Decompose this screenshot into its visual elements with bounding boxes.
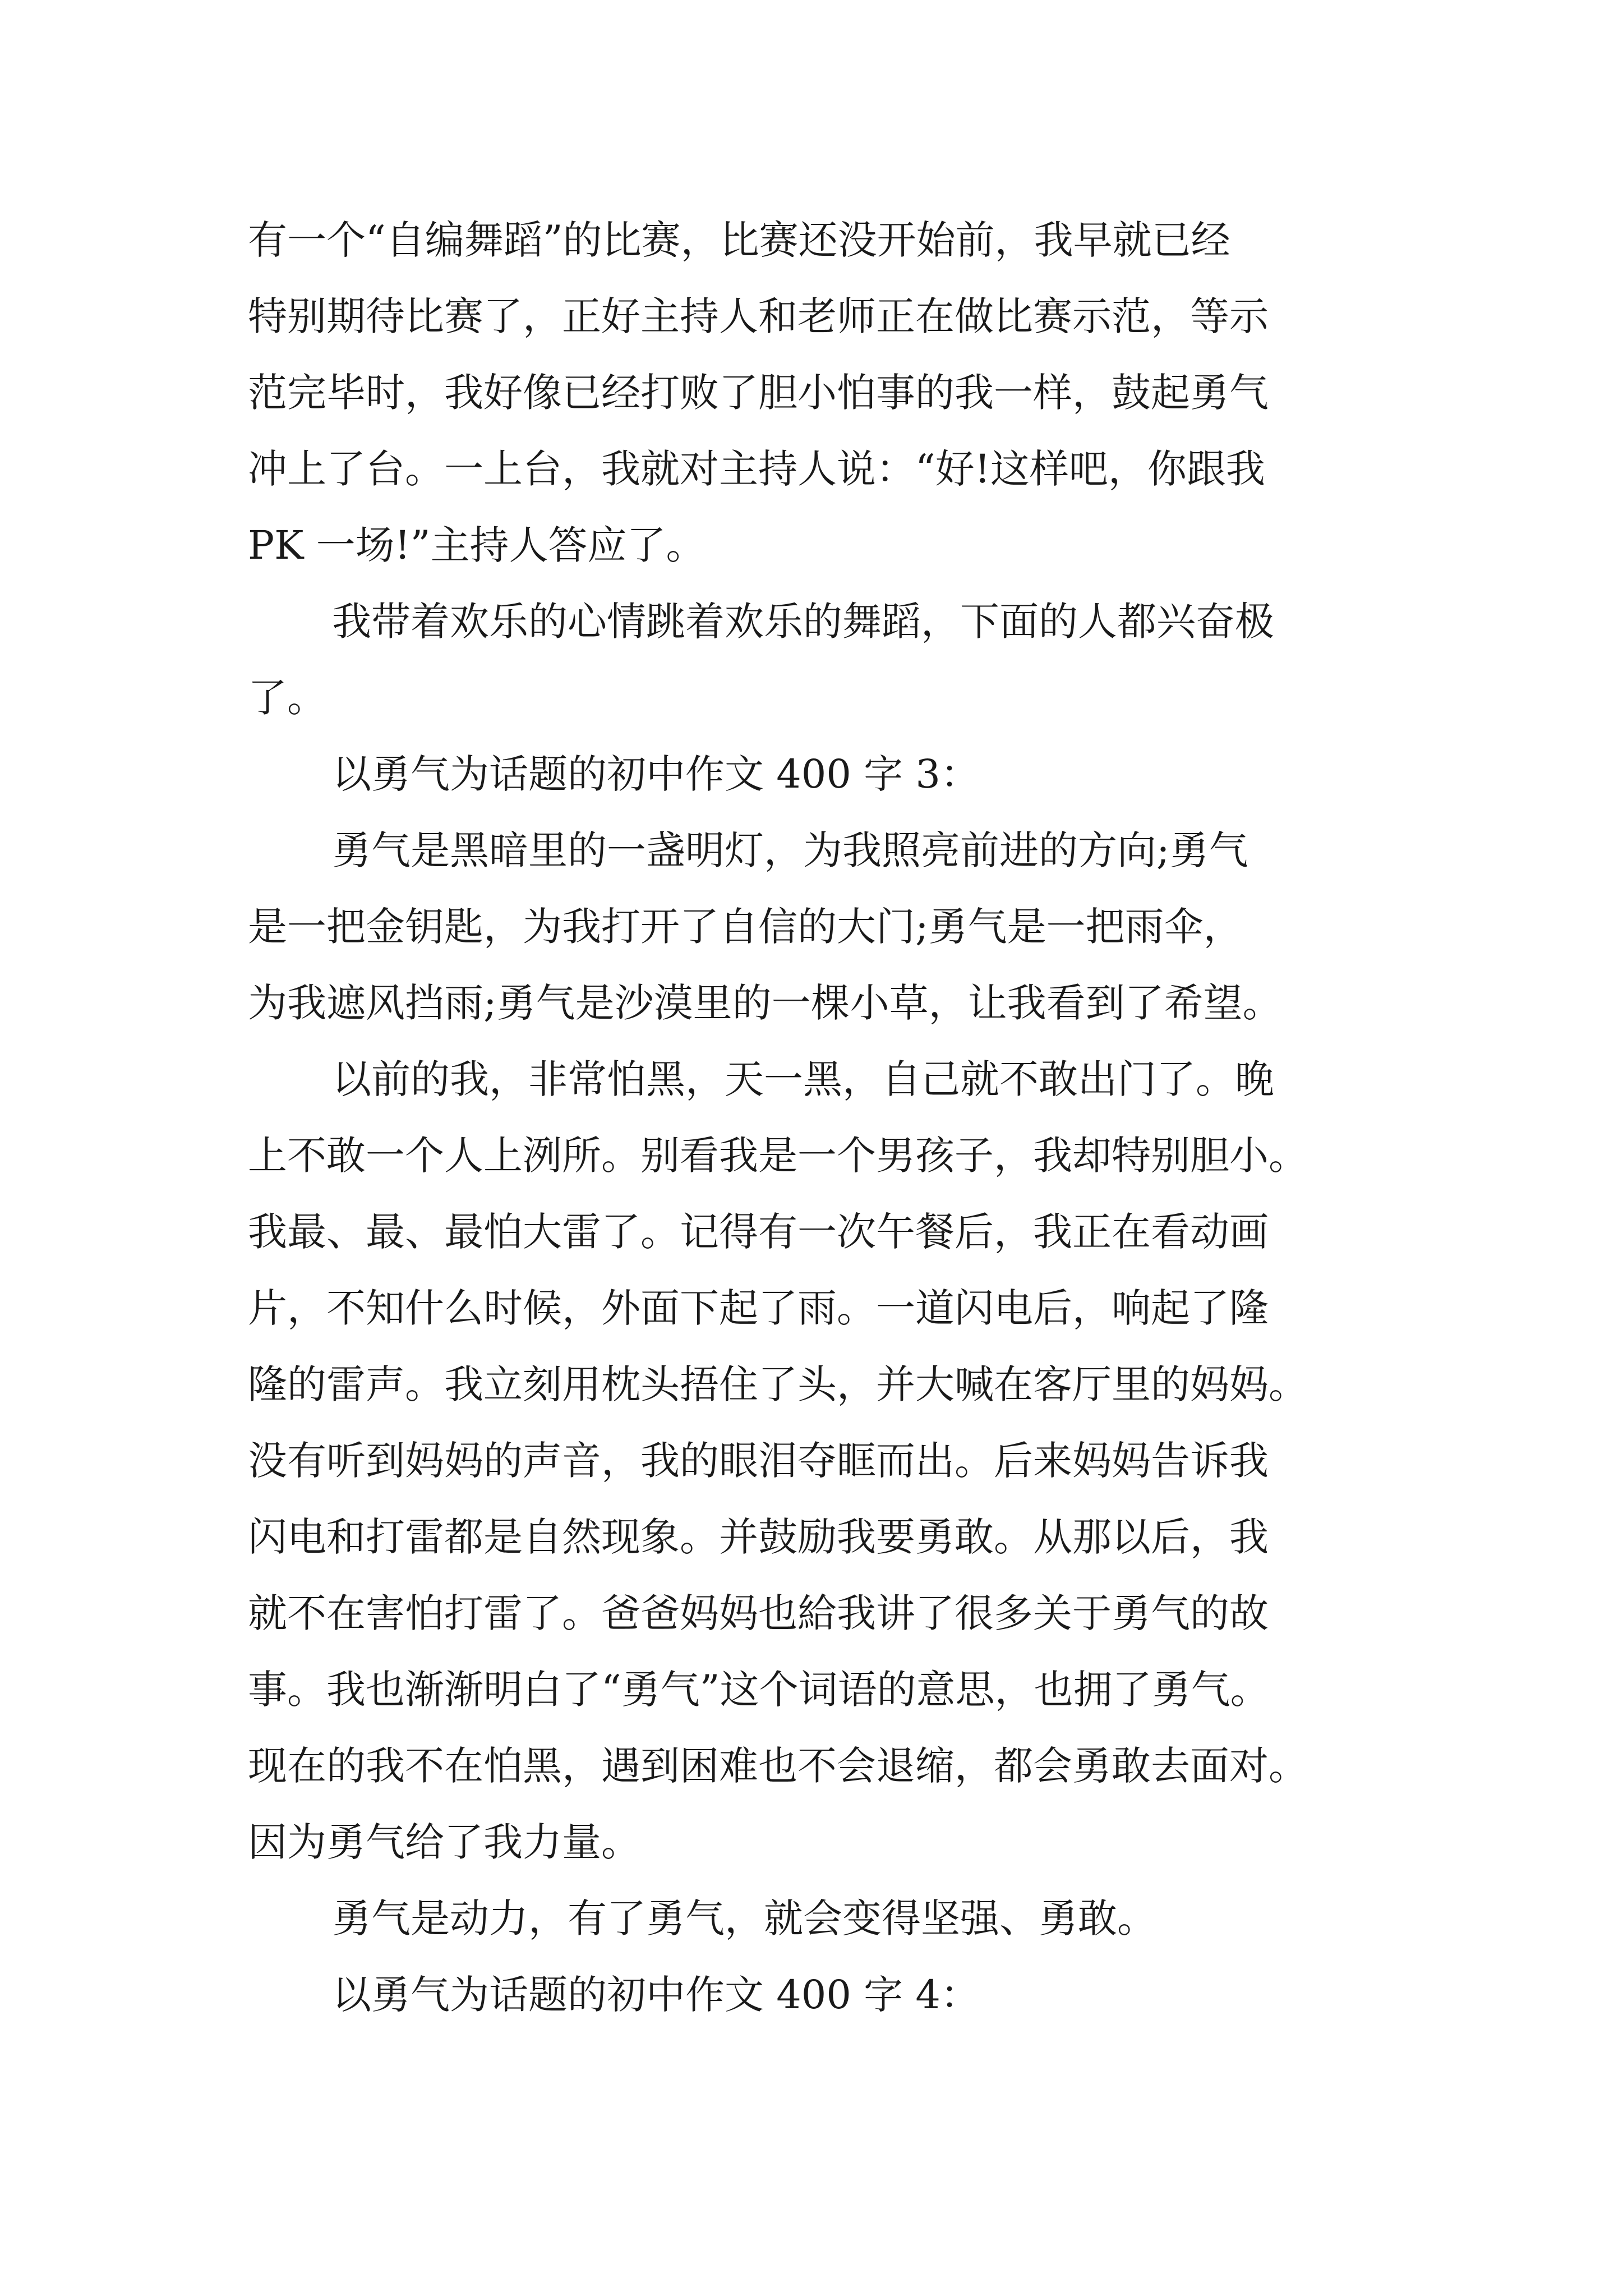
essay-heading-3 — [248, 736, 1386, 812]
text-line: 我最、最、最怕大雷了。记得有一次午餐后，我正在看动画 — [248, 1209, 1269, 1255]
paragraph-dance-contest — [248, 202, 1386, 583]
text-line: 勇气是黑暗里的一盏明灯，为我照亮前进的方向;勇气 — [332, 827, 1248, 873]
text-line: 特别期待比赛了，正好主持人和老师正在做比赛示范，等示 — [248, 293, 1269, 339]
text-line: 为我遮风挡雨;勇气是沙漠里的一棵小草，让我看到了希望。 — [248, 980, 1282, 1026]
text-line: 现在的我不在怕黑，遇到困难也不会退缩，都会勇敢去面对。 — [248, 1743, 1308, 1789]
paragraph-happy-dance — [248, 583, 1386, 736]
text-line: 事。我也渐渐明白了“勇气”这个词语的意思，也拥了勇气。 — [248, 1667, 1270, 1713]
text-line: 勇气是动力，有了勇气，就会变得坚强、勇敢。 — [332, 1895, 1156, 1941]
section-heading: 以勇气为话题的初中作文 400 字 4： — [332, 1972, 980, 2018]
text-line: 没有听到妈妈的声音，我的眼泪夺眶而出。后来妈妈告诉我 — [248, 1438, 1269, 1484]
text-line: 有一个“自编舞蹈”的比赛，比赛还没开始前，我早就已经 — [248, 217, 1230, 263]
text-line: 上不敢一个人上洌所。别看我是一个男孩子，我却特别胆小。 — [248, 1133, 1308, 1179]
text-line: 冲上了台。一上台，我就对主持人说：“好!这样吧，你跟我 — [248, 446, 1265, 492]
text-line: 我带着欢乐的心情跳着欢乐的舞蹈，下面的人都兴奋极 — [332, 599, 1274, 645]
text-line: 以前的我，非常怕黑，天一黑，自己就不敢出门了。晚 — [332, 1056, 1274, 1102]
essay-heading-4 — [248, 1957, 1386, 2033]
paragraph-afraid-of-dark — [248, 1041, 1386, 1880]
text-line: 因为勇气给了我力量。 — [248, 1819, 640, 1865]
section-heading: 以勇气为话题的初中作文 400 字 3： — [332, 751, 980, 797]
text-line: 是一把金钥匙，为我打开了自信的大门;勇气是一把雨伞， — [248, 904, 1243, 950]
paragraph-courage-metaphors — [248, 812, 1386, 1041]
document-body — [248, 202, 1386, 2033]
text-line: PK 一场!”主持人答应了。 — [248, 522, 706, 568]
text-line: 范完毕时，我好像已经打败了胆小怕事的我一样，鼓起勇气 — [248, 370, 1269, 416]
text-line: 隆的雷声。我立刻用枕头捂住了头，并大喊在客厅里的妈妈。 — [248, 1361, 1308, 1407]
text-line: 了。 — [248, 675, 326, 721]
text-line: 闪电和打雷都是自然现象。并鼓励我要勇敢。从那以后，我 — [248, 1514, 1269, 1560]
text-line: 片，不知什么时候，外面下起了雨。一道闪电后，响起了隆 — [248, 1285, 1269, 1331]
text-line: 就不在害怕打雷了。爸爸妈妈也給我讲了很多关于勇气的故 — [248, 1590, 1269, 1636]
paragraph-courage-is-power — [248, 1880, 1386, 1957]
